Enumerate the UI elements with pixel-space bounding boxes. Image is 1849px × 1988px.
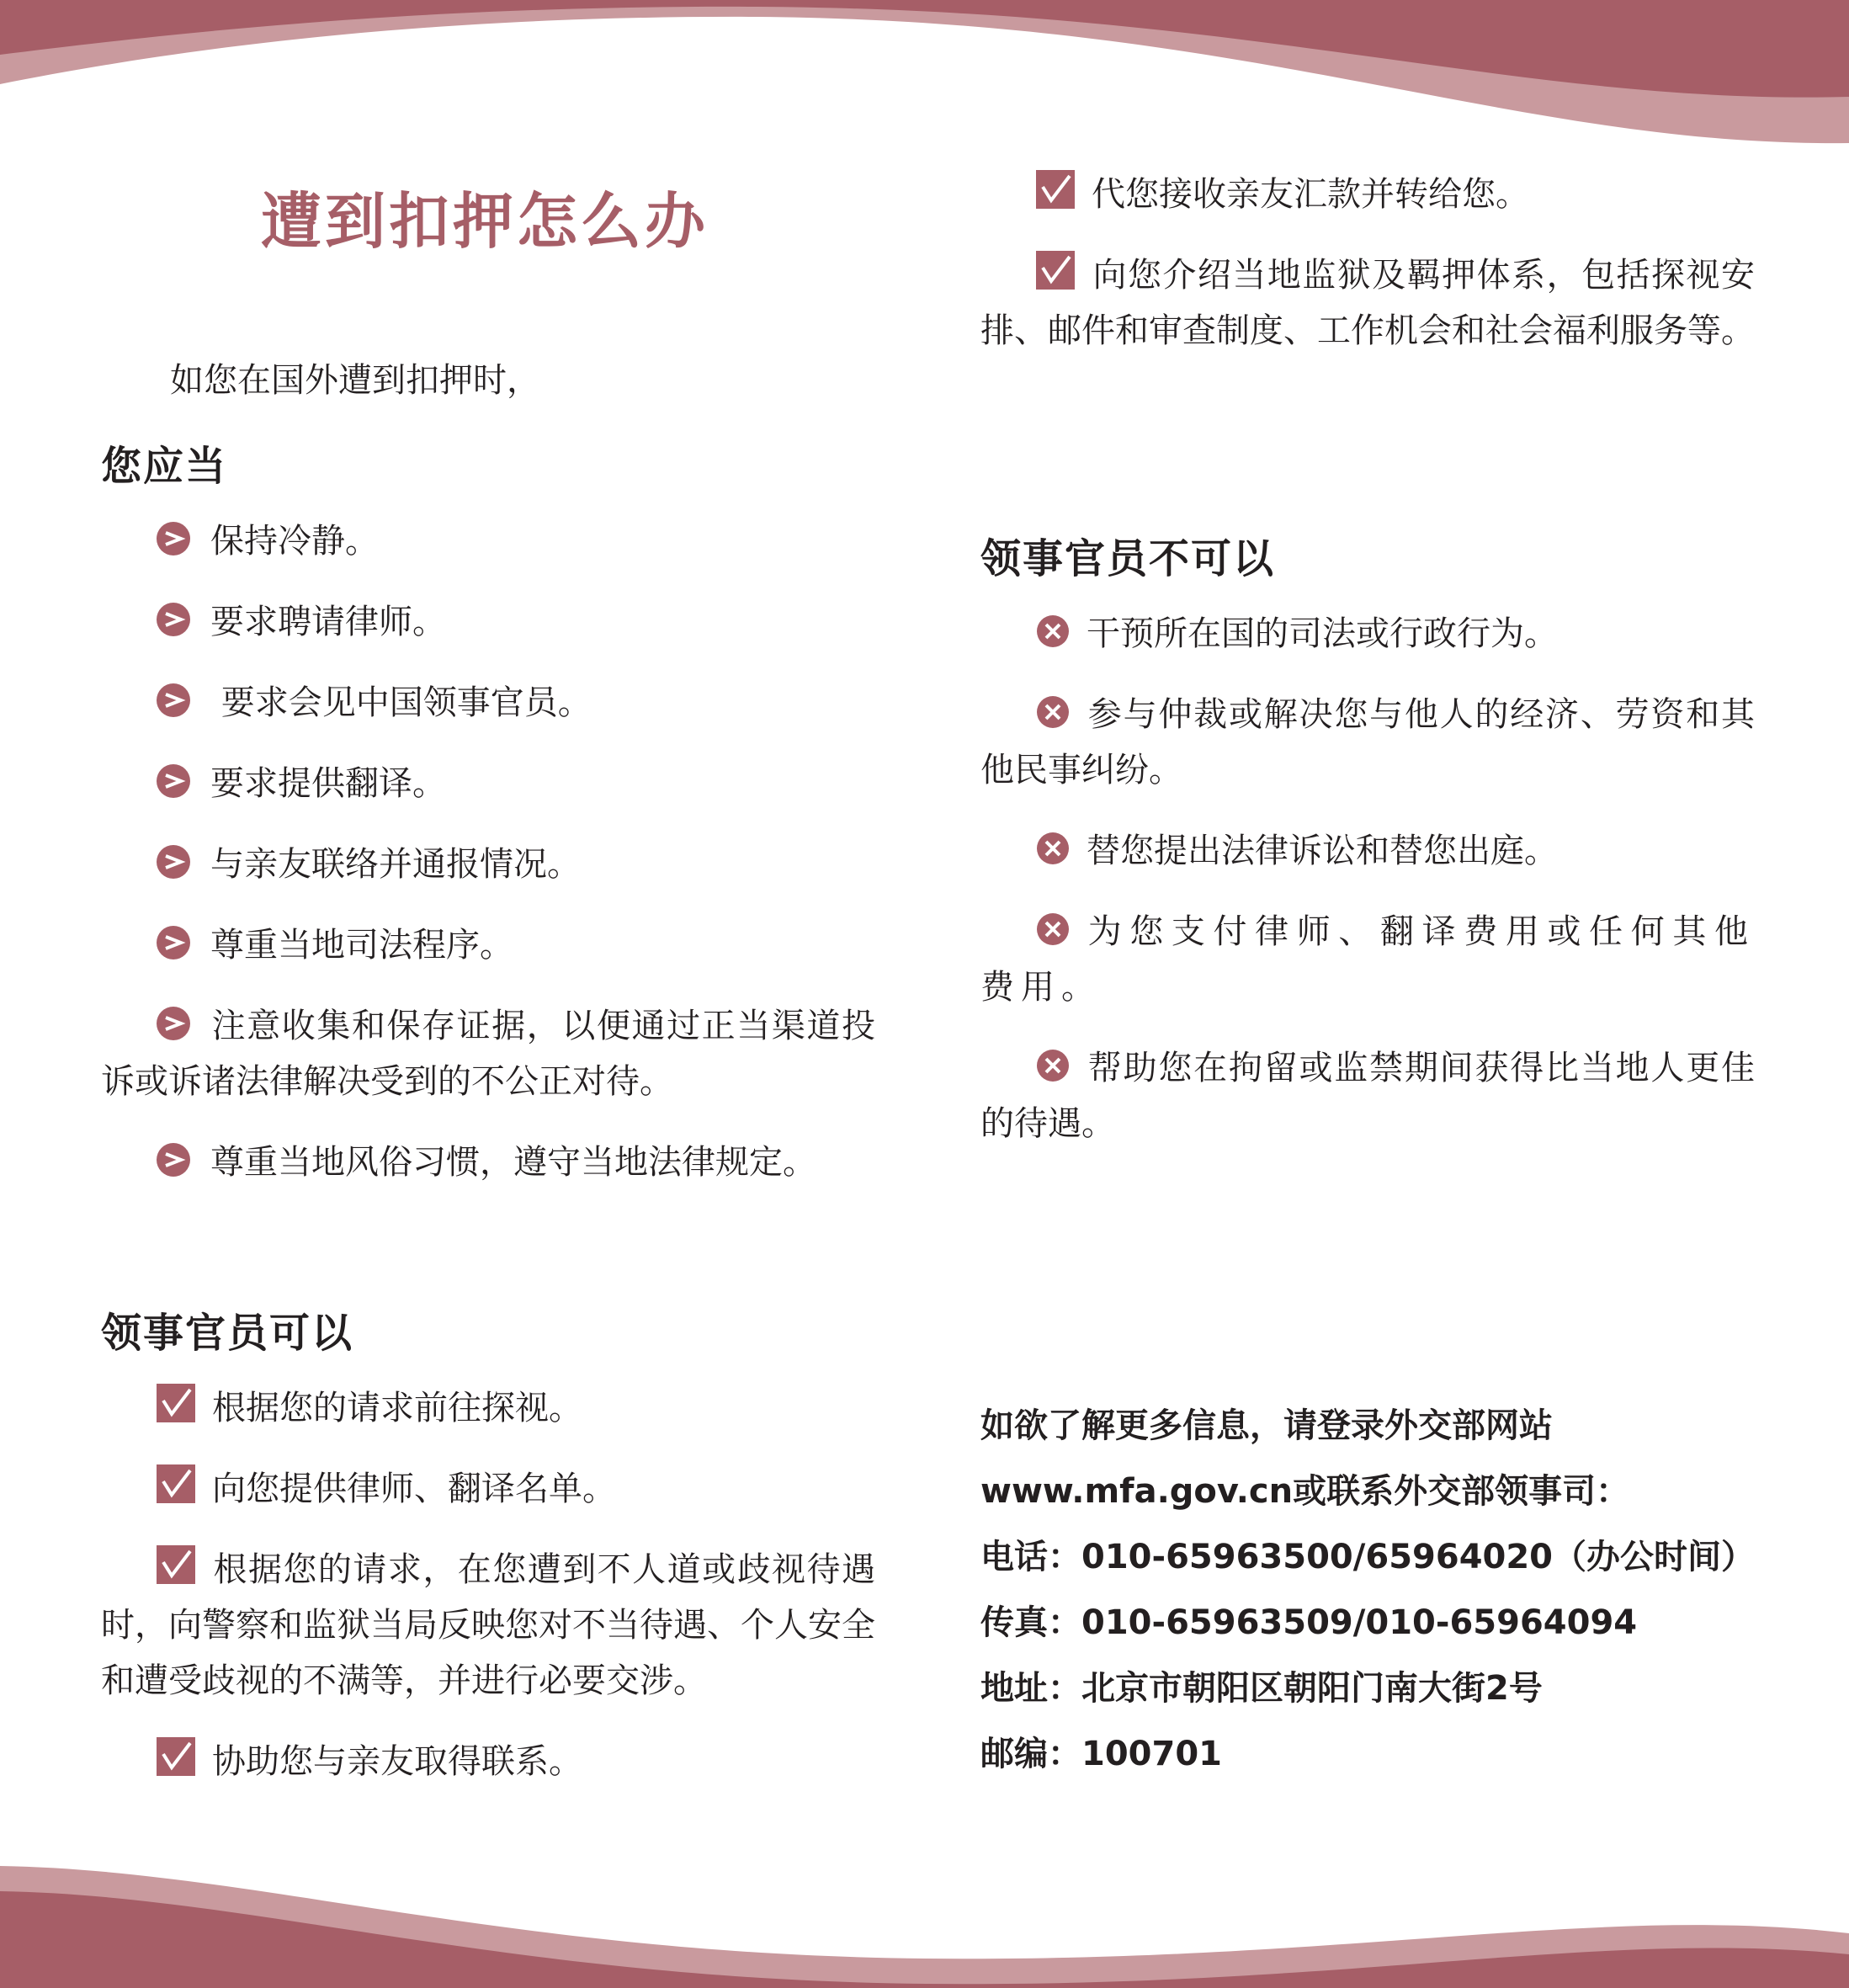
checkmark-box-icon xyxy=(1036,170,1075,209)
cannot-item: 干预所在国的司法或行政行为。 xyxy=(980,606,1755,662)
cannot-heading: 领事官员不可以 xyxy=(980,535,1276,582)
contact-address: 地址：北京市朝阳区朝阳门南大街2号 xyxy=(980,1669,1543,1708)
arrow-bullet-icon xyxy=(157,683,194,717)
cross-circle-icon xyxy=(1036,832,1070,865)
checkmark-box-icon xyxy=(1036,251,1075,290)
cannot-list xyxy=(980,606,1755,1151)
top-wave-decoration xyxy=(0,0,1849,151)
contact-intro: 如欲了解更多信息，请登录外交部网站 xyxy=(980,1406,1553,1445)
checkmark-box-icon xyxy=(157,1737,195,1776)
should-item: 要求提供翻译。 xyxy=(101,756,875,811)
should-item: 要求会见中国领事官员。 xyxy=(101,675,875,731)
can-item: 根据您的请求前往探视。 xyxy=(101,1380,875,1436)
cross-circle-icon xyxy=(1036,614,1070,648)
checkmark-box-icon xyxy=(157,1464,195,1503)
cross-circle-icon xyxy=(1036,695,1070,729)
can-list-continued xyxy=(980,167,1755,359)
should-item: 与亲友联络并通报情况。 xyxy=(101,837,875,892)
arrow-bullet-icon xyxy=(157,845,194,879)
arrow-bullet-icon xyxy=(157,764,194,798)
can-item: 协助您与亲友取得联系。 xyxy=(101,1734,875,1789)
contact-fax: 传真：010-65963509/010-65964094 xyxy=(980,1603,1638,1642)
should-item: 要求聘请律师。 xyxy=(101,594,875,650)
can-item: 向您介绍当地监狱及羁押体系，包括探视安排、邮件和审查制度、工作机会和社会福利服务等。 xyxy=(980,247,1755,359)
can-list xyxy=(101,1380,875,1789)
should-item: 尊重当地风俗习惯，遵守当地法律规定。 xyxy=(101,1135,875,1190)
cross-circle-icon xyxy=(1036,912,1070,946)
can-item: 代您接收亲友汇款并转给您。 xyxy=(980,167,1755,222)
bottom-wave-decoration xyxy=(0,1862,1849,1988)
can-heading: 领事官员可以 xyxy=(101,1310,354,1357)
cannot-item: 替您提出法律诉讼和替您出庭。 xyxy=(980,823,1755,879)
arrow-bullet-icon xyxy=(157,1007,194,1040)
arrow-bullet-icon xyxy=(157,1143,194,1177)
should-item: 保持冷静。 xyxy=(101,513,875,569)
cannot-item: 参与仲裁或解决您与他人的经济、劳资和其他民事纠纷。 xyxy=(980,695,1755,789)
can-item: 根据您的请求，在您遭到不人道或歧视待遇时，向警察和监狱当局反映您对不当待遇、个人安全和遭受歧视的不满等，并进行必要交涉。 xyxy=(101,1542,875,1709)
contact-info xyxy=(980,1393,1755,1787)
should-item: 尊重当地司法程序。 xyxy=(101,917,875,973)
should-list xyxy=(101,513,875,1190)
contact-phone: 电话：010-65963500/65964020（办公时间） xyxy=(980,1538,1756,1576)
contact-website: www.mfa.gov.cn或联系外交部领事司： xyxy=(980,1472,1630,1511)
cannot-item: 帮助您在拘留或监禁期间获得比当地人更佳的待遇。 xyxy=(980,1049,1755,1143)
arrow-bullet-icon xyxy=(157,603,194,636)
page-title: 遭到扣押怎么办 xyxy=(261,185,709,257)
arrow-bullet-icon xyxy=(157,926,194,959)
contact-postcode: 邮编：100701 xyxy=(980,1735,1222,1773)
cannot-item: 为您支付律师、翻译费用或任何其他费用。 xyxy=(980,912,1755,1007)
cross-circle-icon xyxy=(1036,1049,1070,1082)
intro-text: 如您在国外遭到扣押时， xyxy=(170,361,540,400)
should-item: 注意收集和保存证据，以便通过正当渠道投诉或诉诸法律解决受到的不公正对待。 xyxy=(101,1007,875,1101)
should-heading: 您应当 xyxy=(101,443,228,490)
arrow-bullet-icon xyxy=(157,522,194,555)
checkmark-box-icon xyxy=(157,1384,195,1422)
can-item: 向您提供律师、翻译名单。 xyxy=(101,1461,875,1517)
checkmark-box-icon xyxy=(157,1545,195,1584)
